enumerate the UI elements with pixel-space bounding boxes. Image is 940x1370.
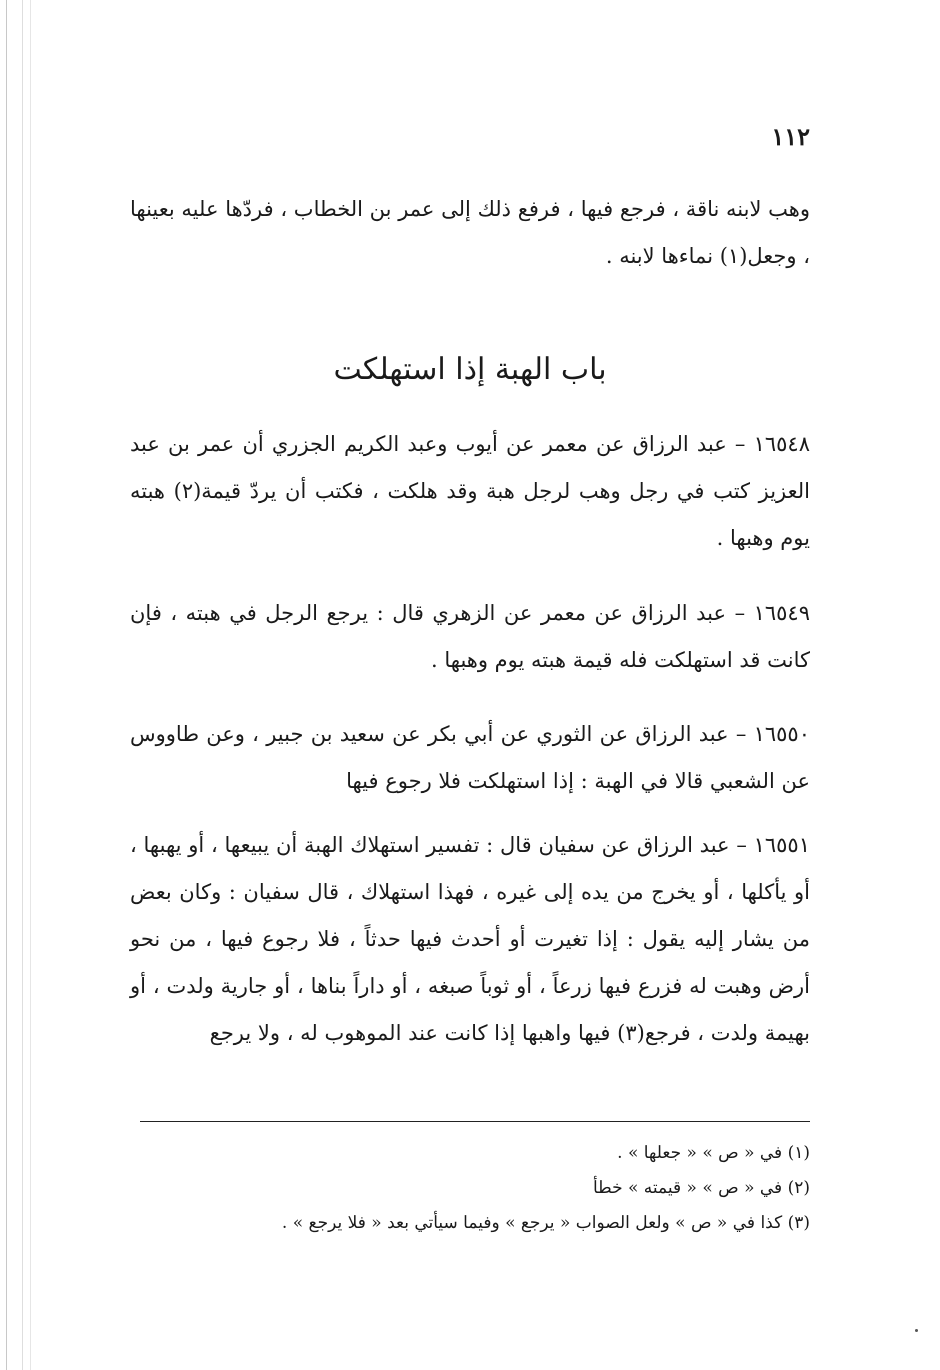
hadith-entry-16551: ١٦٥٥١ – عبد الرزاق عن سفيان قال : تفسير استهلاك الهبة أن يبيعها ، أو يهبها ، أو يأكلها ، أو يخرج من يده إلى غيره ، فهذا استهلاك ، قال سفيان : وكان بعض من يشار إليه يقول : إذا تغيرت أو أحدث فيها حدثاً ، فلا رجوع فيها ، من نحو أرض وهبت له فزرع فيها زرعاً ، أو ثوباً صبغه ، أو داراً بناها ، أو جارية ولدت ، أو بهيمة ولدت ، فرجع(٣) فيها واهبها إذا كانت عند الموهوب له ، ولا يرجع <box>130 833 810 1045</box>
intro-paragraph: وهب لابنه ناقة ، فرجع فيها ، فرفع ذلك إلى عمر بن الخطاب ، فردّها عليه بعينها ، وجعل(١) نماءها لابنه . <box>130 197 810 268</box>
scan-edge-line <box>6 0 7 1370</box>
footnote-3: (٣) كذا في « ص » ولعل الصواب « يرجع » وفيما سيأتي بعد « فلا يرجع » . <box>281 1213 810 1233</box>
chapter-heading: باب الهبة إذا استهلكت <box>333 352 607 387</box>
page-number: ١١٢ <box>771 122 810 151</box>
footnote-separator <box>140 1121 810 1122</box>
footnote-1: (١) في « ص » « جعلها » . <box>617 1143 810 1163</box>
footnotes <box>130 1136 810 1241</box>
scan-speck <box>915 1329 918 1332</box>
hadith-entry-16548: ١٦٥٤٨ – عبد الرزاق عن معمر عن أيوب وعبد الكريم الجزري أن عمر بن عبد العزيز كتب في رجل وهب لرجل هبة وقد هلكت ، فكتب أن يردّ قيمة(٢) هبته يوم وهبها . <box>130 432 811 550</box>
scan-edge-line <box>30 0 31 1370</box>
hadith-entry-16549: ١٦٥٤٩ – عبد الرزاق عن معمر عن الزهري قال : يرجع الرجل في هبته ، فإن كانت قد استهلكت فله قيمة هبته يوم وهبها . <box>130 601 810 672</box>
scan-edge-line <box>22 0 23 1370</box>
hadith-entry-16550: ١٦٥٥٠ – عبد الرزاق عن الثوري عن أبي بكر عن سعيد بن جبير ، وعن طاووس عن الشعبي قالا في الهبة : إذا استهلكت فلا رجوع فيها <box>130 722 810 793</box>
footnote-2: (٢) في « ص » « قيمته » خطأ <box>592 1178 810 1198</box>
